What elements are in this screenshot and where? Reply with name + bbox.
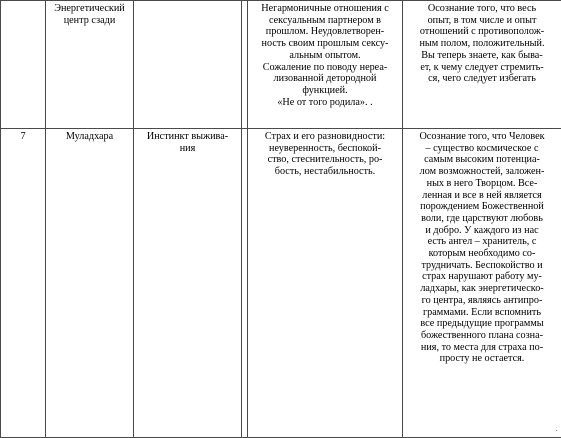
manifestation-line: альным опытом. — [251, 50, 399, 62]
resolution-line: ным полом, положительный. — [406, 38, 558, 50]
energy-center-label: Муладхара — [66, 131, 113, 142]
resolution-line: – существо космическое с — [406, 143, 558, 155]
resolution-line: Осознание того, что весь — [406, 3, 558, 15]
resolution-line: порождением Божественной — [406, 201, 558, 213]
manifestation-line: ность своим прошлым сексу- — [251, 38, 399, 50]
manifestation-line: Сожаление по поводу нереа- — [251, 62, 399, 74]
resolution-line: просту не остается. — [406, 353, 558, 365]
manifestation-line: бость, нестабильность. — [251, 166, 399, 178]
row-number-cell — [1, 129, 46, 438]
row-number-cell — [1, 1, 46, 129]
resolution-line: го центра, являясь антипро- — [406, 295, 558, 307]
instinct-line: Инстинкт выжива- — [137, 131, 238, 143]
resolution-line: трудничать. Беспокойство и — [406, 260, 558, 272]
resolution-line: Вы теперь знаете, как быва- — [406, 50, 558, 62]
resolution-cell — [403, 129, 561, 438]
resolution-line: божественного плана созна- — [406, 330, 558, 342]
resolution-line: ния, то места для страха по- — [406, 342, 558, 354]
resolution-line: ных в него Творцом. Все- — [406, 178, 558, 190]
manifestation-line: лизованной детородной — [251, 73, 399, 85]
resolution-line: воли, где царствуют любовь — [406, 213, 558, 225]
resolution-line: самым высоким потенциа- — [406, 154, 558, 166]
manifestation-line: Негармоничные отношения с — [251, 3, 399, 15]
resolution-line: опыт, в том числе и опыт — [406, 15, 558, 27]
resolution-line: ся, чего следует избегать — [406, 73, 558, 85]
resolution-line: отношений с противополож- — [406, 26, 558, 38]
manifestation-line: Страх и его разновидности: — [251, 131, 399, 143]
manifestations-cell — [248, 1, 403, 129]
page-marker: · — [555, 426, 558, 435]
resolution-line: лом возможностей, заложен- — [406, 166, 558, 178]
resolution-line: страх нарушают работу му- — [406, 271, 558, 283]
resolution-cell — [403, 1, 561, 129]
resolution-line: Осознание того, что Человек — [406, 131, 558, 143]
instinct-cell — [134, 1, 242, 129]
resolution-line: ладхары, как энергетическо- — [406, 283, 558, 295]
resolution-line: и добро. У каждого из нас — [406, 225, 558, 237]
manifestation-line: неуверенность, беспокой- — [251, 143, 399, 155]
center-cell — [46, 1, 134, 129]
manifestation-line: ство, стеснительность, ро- — [251, 154, 399, 166]
manifestation-line: сексуальным партнером в — [251, 15, 399, 27]
manifestation-line: функцией. — [251, 85, 399, 97]
resolution-line: которым необходимо со- — [406, 248, 558, 260]
center-cell — [46, 129, 134, 438]
resolution-line: граммами. Если вспомнить — [406, 307, 558, 319]
energy-center-label: Энергетический центр сзади — [54, 3, 125, 26]
resolution-line: ленная и все в ней является — [406, 190, 558, 202]
table-row — [1, 129, 561, 438]
instinct-cell — [134, 129, 242, 438]
manifestation-line: прошлом. Неудовлетворен- — [251, 26, 399, 38]
resolution-line: все предыдущие программы — [406, 318, 558, 330]
manifestation-line: «Не от того родила». . — [251, 97, 399, 109]
table-row — [1, 1, 561, 129]
resolution-line: есть ангел – хранитель, с — [406, 236, 558, 248]
row-number: 7 — [20, 131, 25, 142]
resolution-line: ет, к чему следует стремить- — [406, 62, 558, 74]
manifestations-cell — [248, 129, 403, 438]
instinct-line: ния — [137, 143, 238, 155]
